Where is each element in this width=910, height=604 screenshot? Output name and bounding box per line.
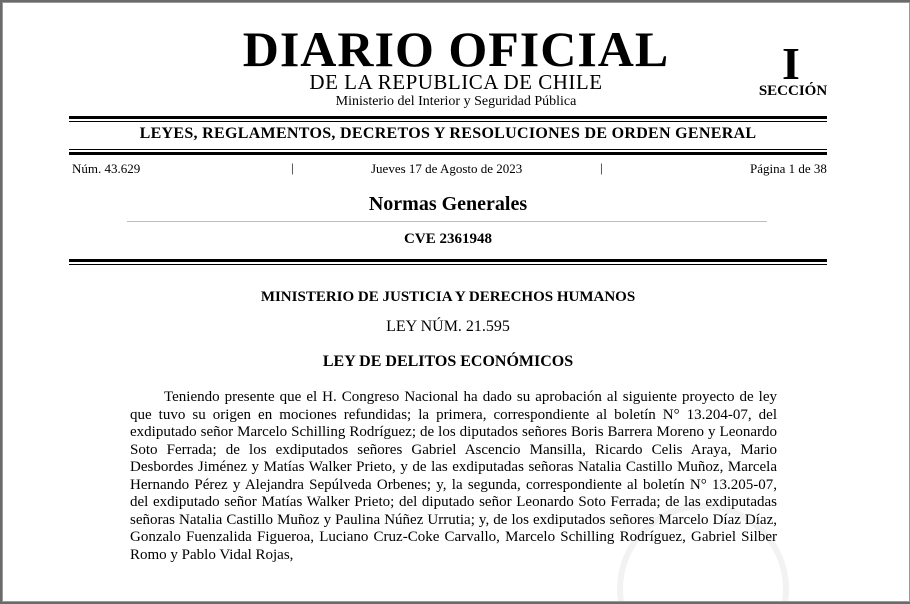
- masthead-ministry: Ministerio del Interior y Seguridad Pública: [335, 94, 577, 109]
- issue-date: Jueves 17 de Agosto de 2023: [371, 161, 523, 176]
- top-double-rule-thin: [69, 121, 827, 122]
- section-title: Normas Generales: [368, 193, 528, 215]
- issuing-ministry: MINISTERIO DE JUSTICIA Y DERECHOS HUMANOS: [260, 289, 636, 305]
- bottom-double-rule-thin: [69, 264, 827, 265]
- top-double-rule-thick: [69, 116, 827, 119]
- meta-separator: |: [600, 160, 603, 175]
- cve-code: CVE 2361948: [404, 231, 492, 247]
- law-number: LEY NÚM. 21.595: [386, 318, 510, 335]
- section-label: SECCIÓN: [758, 83, 828, 99]
- section-number: I: [782, 38, 800, 89]
- document-page: [2, 2, 910, 602]
- issue-number: Núm. 43.629: [72, 161, 141, 176]
- law-preamble-paragraph: Teniendo presente que el H. Congreso Nacional ha dado su aprobación al siguiente proyecto de ley que tuvo su origen en mociones refundidas; la primera, correspondiente al boletín N° 13.204-07, del exdiputado señor Marcelo Schilling Rodríguez; de los diputados señores Boris Barrera Moreno y Leonardo Soto Ferrada; de los exdiputados señores Gabriel Ascencio Mansilla, Ricardo Celis Araya, Mario Desbordes Jiménez y Matías Walker Prieto, y de las exdiputadas señoras Natalia Castillo Muñoz, Marcela Hernando Pérez y Alejandra Sepúlveda Orbenes; y, la segunda, correspondiente al boletín N° 13.205-07, del exdiputado señor Matías Walker Prieto; del diputado señor Leonardo Soto Ferrada; de las exdiputadas señoras Natalia Castillo Muñoz y Paulina Núñez Urrutia; y, de los exdiputados señores Marcelo Díaz Díaz, Gonzalo Fuenzalida Figueroa, Luciano Cruz-Coke Carvallo, Marcelo Schilling Rodríguez, Gabriel Silber Romo y Pablo Vidal Rojas,: [130, 389, 777, 563]
- masthead-subtitle: DE LA REPUBLICA DE CHILE: [309, 70, 603, 94]
- masthead-title: DIARIO OFICIAL: [242, 21, 670, 77]
- page-indicator: Página 1 de 38: [750, 161, 827, 176]
- law-title: LEY DE DELITOS ECONÓMICOS: [322, 353, 574, 370]
- banner-rule-thick: [69, 152, 827, 155]
- meta-separator: |: [291, 160, 294, 175]
- banner-rule-thin: [69, 149, 827, 150]
- section-divider: [127, 221, 767, 222]
- category-banner: LEYES, REGLAMENTOS, DECRETOS Y RESOLUCIONES DE ORDEN GENERAL: [139, 125, 757, 142]
- bottom-double-rule-thick: [69, 259, 827, 262]
